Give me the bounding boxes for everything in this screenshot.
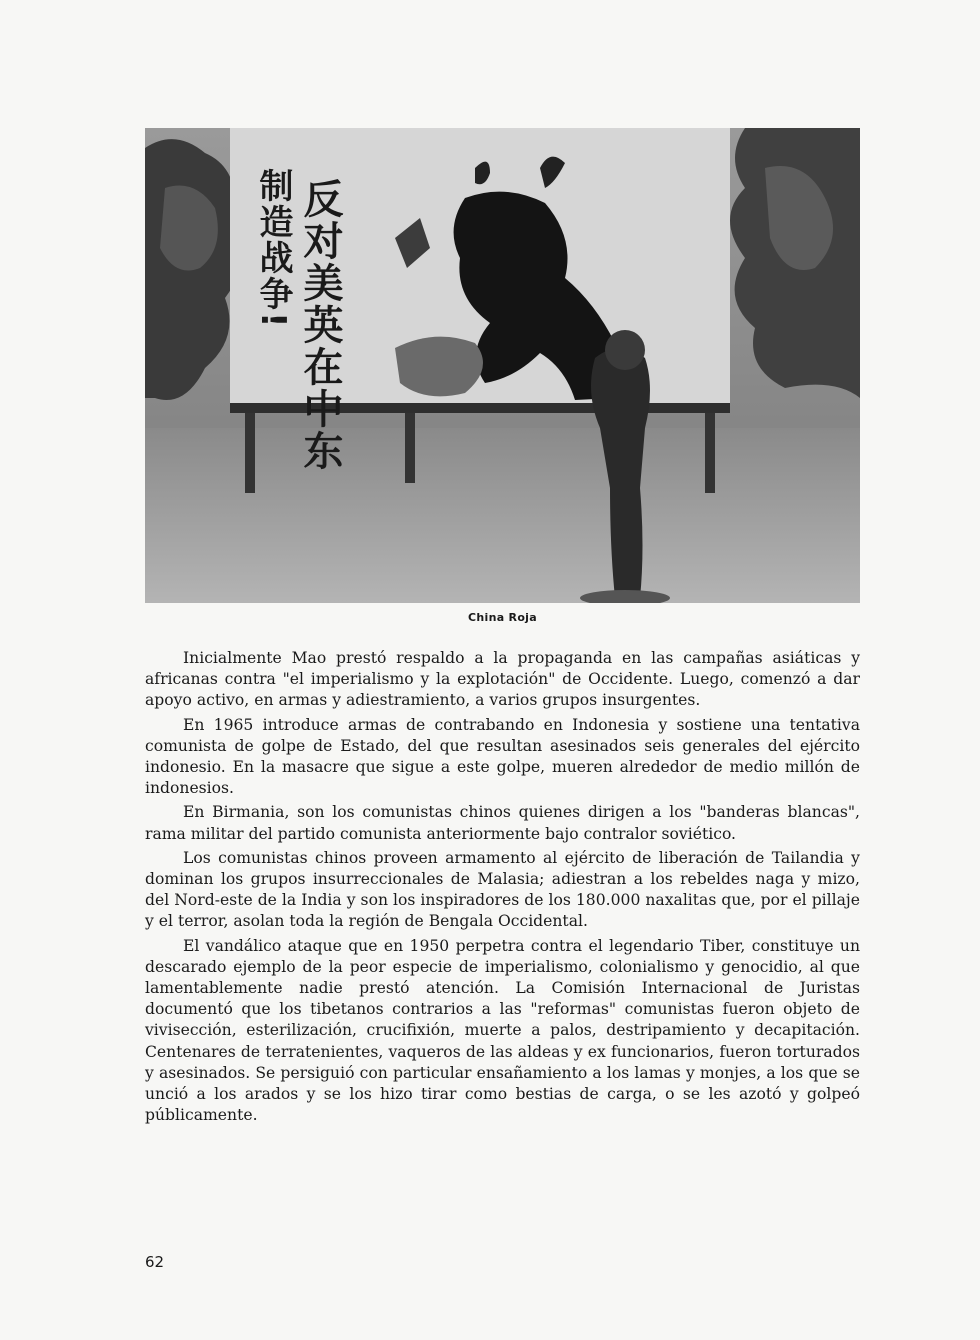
poster-text-col2: 制造战争! [253,168,293,330]
paragraph: En 1965 introduce armas de contrabando en Indonesia y sostiene una tentativa comunista de golpe de Estado, del que resultan asesinados seis generales del ejército indonesio. En la masacre que sigue a este golpe, mueren alrededor de medio millón de indonesios. [145,715,860,798]
paragraph: El vandálico ataque que en 1950 perpetra contra el legendario Tiber, constituye un descarado ejemplo de la peor especie de imperialismo, colonialismo y genocidio, al que lamentablemente nadie prestó atención. La Comisión Internacional de Juristas documentó que los tibetanos contrarios a las "reformas" comunistas fueron objeto de vivisección, esterilización, crucifixión, muerte a palos, destripamiento y decapitación. Centenares de terratenientes, vaqueros de las aldeas y ex funcionarios, fueron torturados y asesinados. Se persiguió con particular ensañamiento a los lamas y monjes, a los que se unció a los arados y se los hizo tirar como bestias de carga, o se les azotó y golpeó públicamente. [145,936,860,1125]
photo-caption: China Roja [468,611,537,624]
poster-text-col1: 反对美英在中东 [297,178,343,472]
paragraph: En Birmania, son los comunistas chinos quienes dirigen a los "banderas blancas", rama militar del partido comunista anteriormente bajo contralor soviético. [145,803,860,843]
body-text [145,648,860,1129]
photo-illustration [145,128,860,603]
paragraph: Los comunistas chinos proveen armamento al ejército de liberación de Tailandia y dominan los grupos insurreccionales de Malasia; adiestran a los rebeldes naga y mizo, del Nord-este de la India y son los inspiradores de los 180.000 naxalitas que, por el pillaje y el terror, asolan toda la región de Bengala Occidental. [145,848,860,931]
paragraph: Inicialmente Mao prestó respaldo a la propaganda en las campañas asiáticas y africanas contra "el imperialismo y la explotación" de Occidente. Luego, comenzó a dar apoyo activo, en armas y adiestramiento, a varios grupos insurgentes. [145,649,860,710]
page-number: 62 [145,1253,165,1271]
propaganda-photo [145,128,860,603]
